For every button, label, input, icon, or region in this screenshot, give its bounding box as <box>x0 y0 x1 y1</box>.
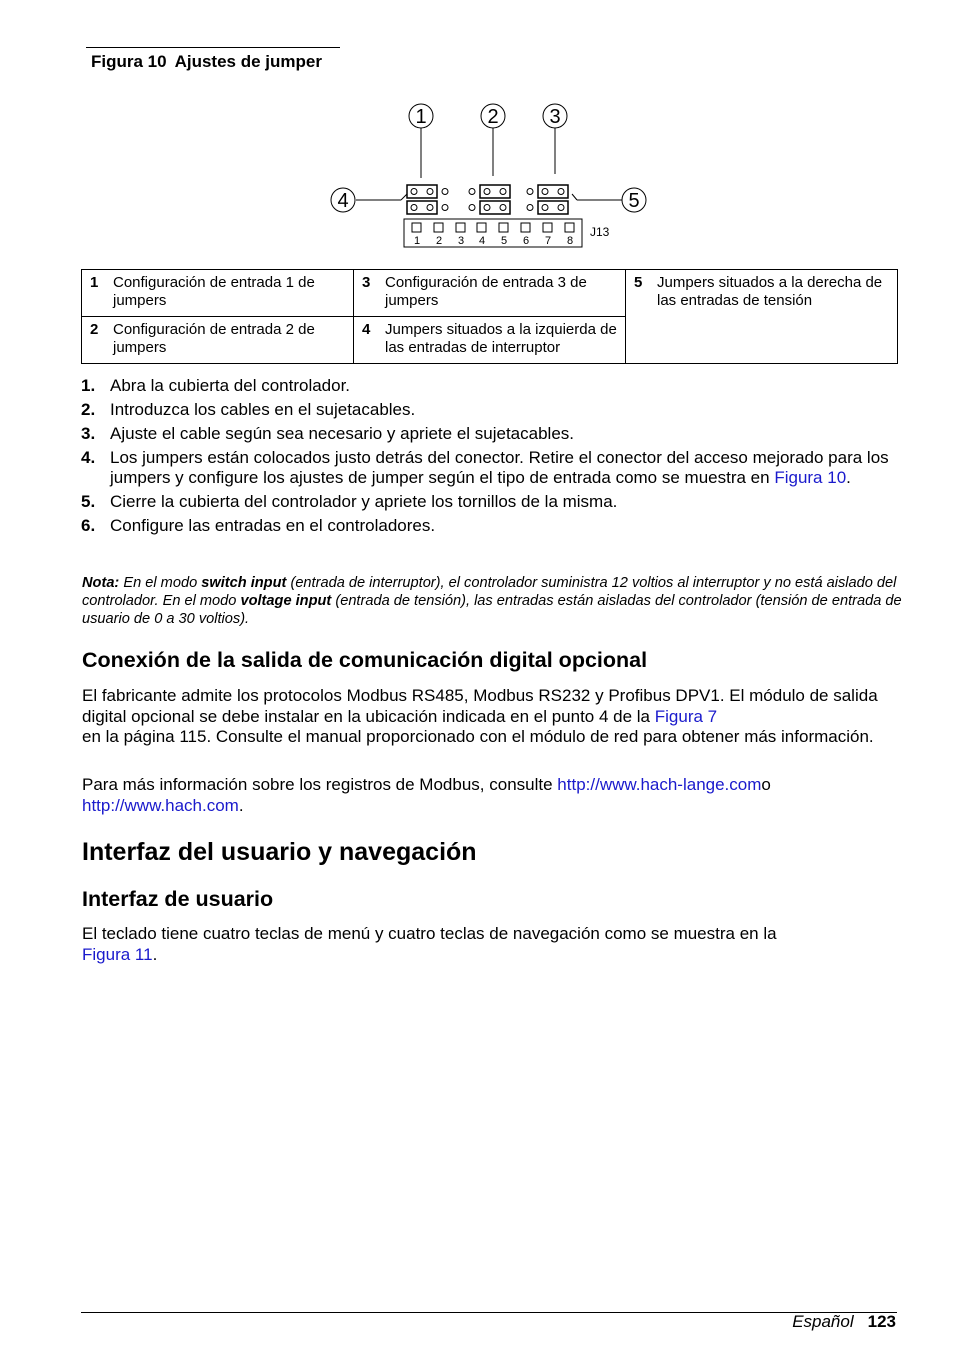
legend-cell-5: 5 Jumpers situados a la derecha de las entradas de tensión <box>626 270 898 364</box>
step-item: 4. Los jumpers están colocados justo detrás del conector. Retire el conector del acceso mejorado para los jumpers y configure los ajustes de jumper según el tipo de entrada como se muestra en Figura 10. <box>81 448 889 487</box>
pin-label-8: 8 <box>566 235 574 247</box>
connector-j13 <box>404 219 582 247</box>
legend-cell-4: 4 Jumpers situados a la izquierda de las entradas de interruptor <box>354 317 626 364</box>
pin-label-5: 5 <box>500 235 508 247</box>
digital-output-paragraph: El fabricante admite los protocolos Modbus RS485, Modbus RS232 y Profibus DPV1. El módulo de salida digital opcional se debe instalar en la ubicación indicada en el punto 4 de la Figura 7 en la página 115. Consulte el manual proporcionado con el módulo de red para obtener más información. <box>82 686 878 746</box>
pin-label-2: 2 <box>435 235 443 247</box>
section-heading-digital-output: Conexión de la salida de comunicación digital opcional <box>82 648 648 672</box>
pin-label-7: 7 <box>544 235 552 247</box>
procedure-steps <box>81 376 901 540</box>
jumper-block-1 <box>407 185 448 214</box>
connector-label: J13 <box>590 225 610 239</box>
step-item: 1. Abra la cubierta del controlador. <box>81 376 351 395</box>
legend-cell-1: 1 Configuración de entrada 1 de jumpers <box>82 270 354 317</box>
callout-label-5: 5 <box>628 190 640 212</box>
figure-11-link[interactable]: Figura 11 <box>82 944 153 964</box>
figure-title: Figura 10 Ajustes de jumper <box>91 52 322 71</box>
callout-label-3: 3 <box>549 106 561 128</box>
step-item: 6. Configure las entradas en el controladores. <box>81 516 436 535</box>
leader-line-4-tip <box>401 194 407 200</box>
step-item: 5. Cierre la cubierta del controlador y apriete los tornillos de la misma. <box>81 492 618 511</box>
subsection-heading-interface: Interfaz de usuario <box>82 887 274 911</box>
hach-lange-link[interactable]: http://www.hach-lange.com <box>557 775 762 794</box>
section-heading-user-interface: Interfaz del usuario y navegación <box>82 838 477 866</box>
legend-cell-3: 3 Configuración de entrada 3 de jumpers <box>354 270 626 317</box>
hach-link[interactable]: http://www.hach.com <box>82 795 239 815</box>
jumper-diagram <box>0 0 954 260</box>
pin-label-6: 6 <box>522 235 530 247</box>
callout-label-4: 4 <box>337 190 349 212</box>
legend-cell-2: 2 Configuración de entrada 2 de jumpers <box>82 317 354 364</box>
figure-10-link[interactable]: Figura 10 <box>774 468 847 487</box>
step-item: 3. Ajuste el cable según sea necesario y apriete el sujetacables. <box>81 424 575 443</box>
footer-language: Español <box>792 1312 854 1331</box>
callout-label-2: 2 <box>487 106 499 128</box>
note-paragraph: Nota: En el modo switch input (entrada de interruptor), el controlador suministra 12 voltios al interruptor y no está aislado del controlador. En el modo voltage input (entrada de tensión), las entradas están aisladas del controlador (tensión de entrada de usuario de 0 a 30 voltios). <box>82 575 902 627</box>
modbus-info-paragraph: Para más información sobre los registros de Modbus, consulte http://www.hach-lange.como http://www.hach.com. <box>82 775 771 815</box>
jumper-block-2 <box>469 185 510 214</box>
pin-label-3: 3 <box>457 235 465 247</box>
jumper-block-3 <box>527 185 568 214</box>
page-number: 123 <box>867 1312 896 1331</box>
pin-label-1: 1 <box>413 235 421 247</box>
step-item: 2. Introduzca los cables en el sujetacables. <box>81 400 416 419</box>
leader-line-5-tip <box>572 194 577 200</box>
figure-legend-table <box>81 269 898 364</box>
callout-label-1: 1 <box>415 106 427 128</box>
figure-7-link[interactable]: Figura 7 <box>654 706 718 726</box>
keypad-paragraph: El teclado tiene cuatro teclas de menú y cuatro teclas de navegación como se muestra en la Figura 11. <box>82 924 777 964</box>
footer-rule <box>81 1312 897 1313</box>
pin-label-4: 4 <box>478 235 486 247</box>
page-footer <box>792 1312 896 1332</box>
